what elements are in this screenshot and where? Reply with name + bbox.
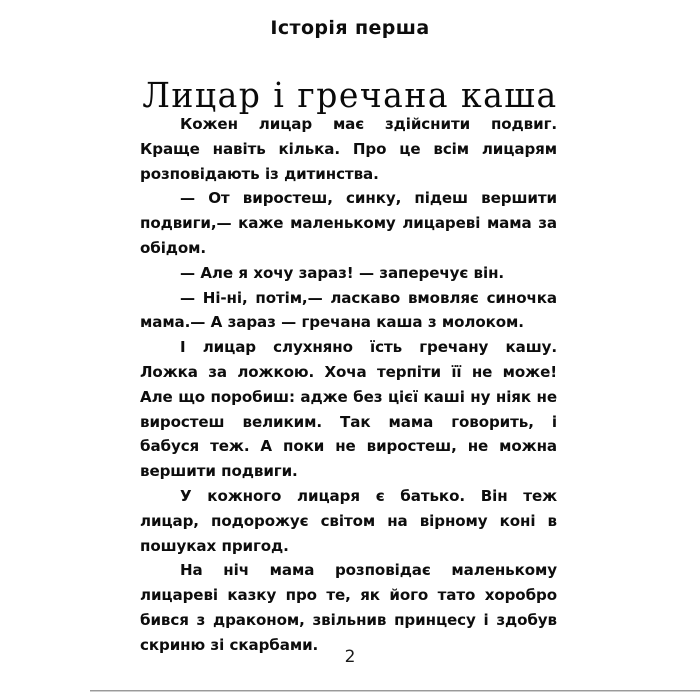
page-bottom-rule-shadow: [90, 691, 700, 692]
paragraph: І лицар слухняно їсть гречану кашу. Ложка за ложкою. Хоча терпіти її не може! Але що поробиш: адже без цієї каші ну ніяк не виростеш великим. Так мама говорить, і бабуся теж. А поки не виростеш, не можна вершити подвиги.: [140, 338, 557, 481]
paragraph: — Ні-ні, потім,— ласкаво вмовляє синочка мама.— А зараз — гречана каша з молоком.: [140, 288, 557, 332]
page-number: 2: [344, 647, 356, 667]
chapter-label: Історія перша: [270, 17, 430, 39]
story-title: Лицар і гречана каша: [142, 74, 558, 116]
paragraph: У кожного лицаря є батько. Він теж лицар, подорожує світом на вірному коні в пошуках пригод.: [140, 486, 557, 555]
paragraph: — От виростеш, синку, підеш вершити подвиги,— каже маленькому лицареві мама за обідом.: [140, 189, 557, 257]
body-text-block: [140, 112, 557, 658]
paragraph: Кожен лицар має здійснити подвиг. Краще навіть кілька. Про це всім лицарям розповідають із дитинства.: [140, 115, 557, 183]
paragraph: — Але я хочу зараз! — заперечує він.: [180, 263, 505, 282]
paragraph: На ніч мама розповідає маленькому лицареві казку про те, як його тато хоробро бився з драконом, звільнив принцесу і здобув скриню зі скарбами.: [140, 561, 557, 654]
